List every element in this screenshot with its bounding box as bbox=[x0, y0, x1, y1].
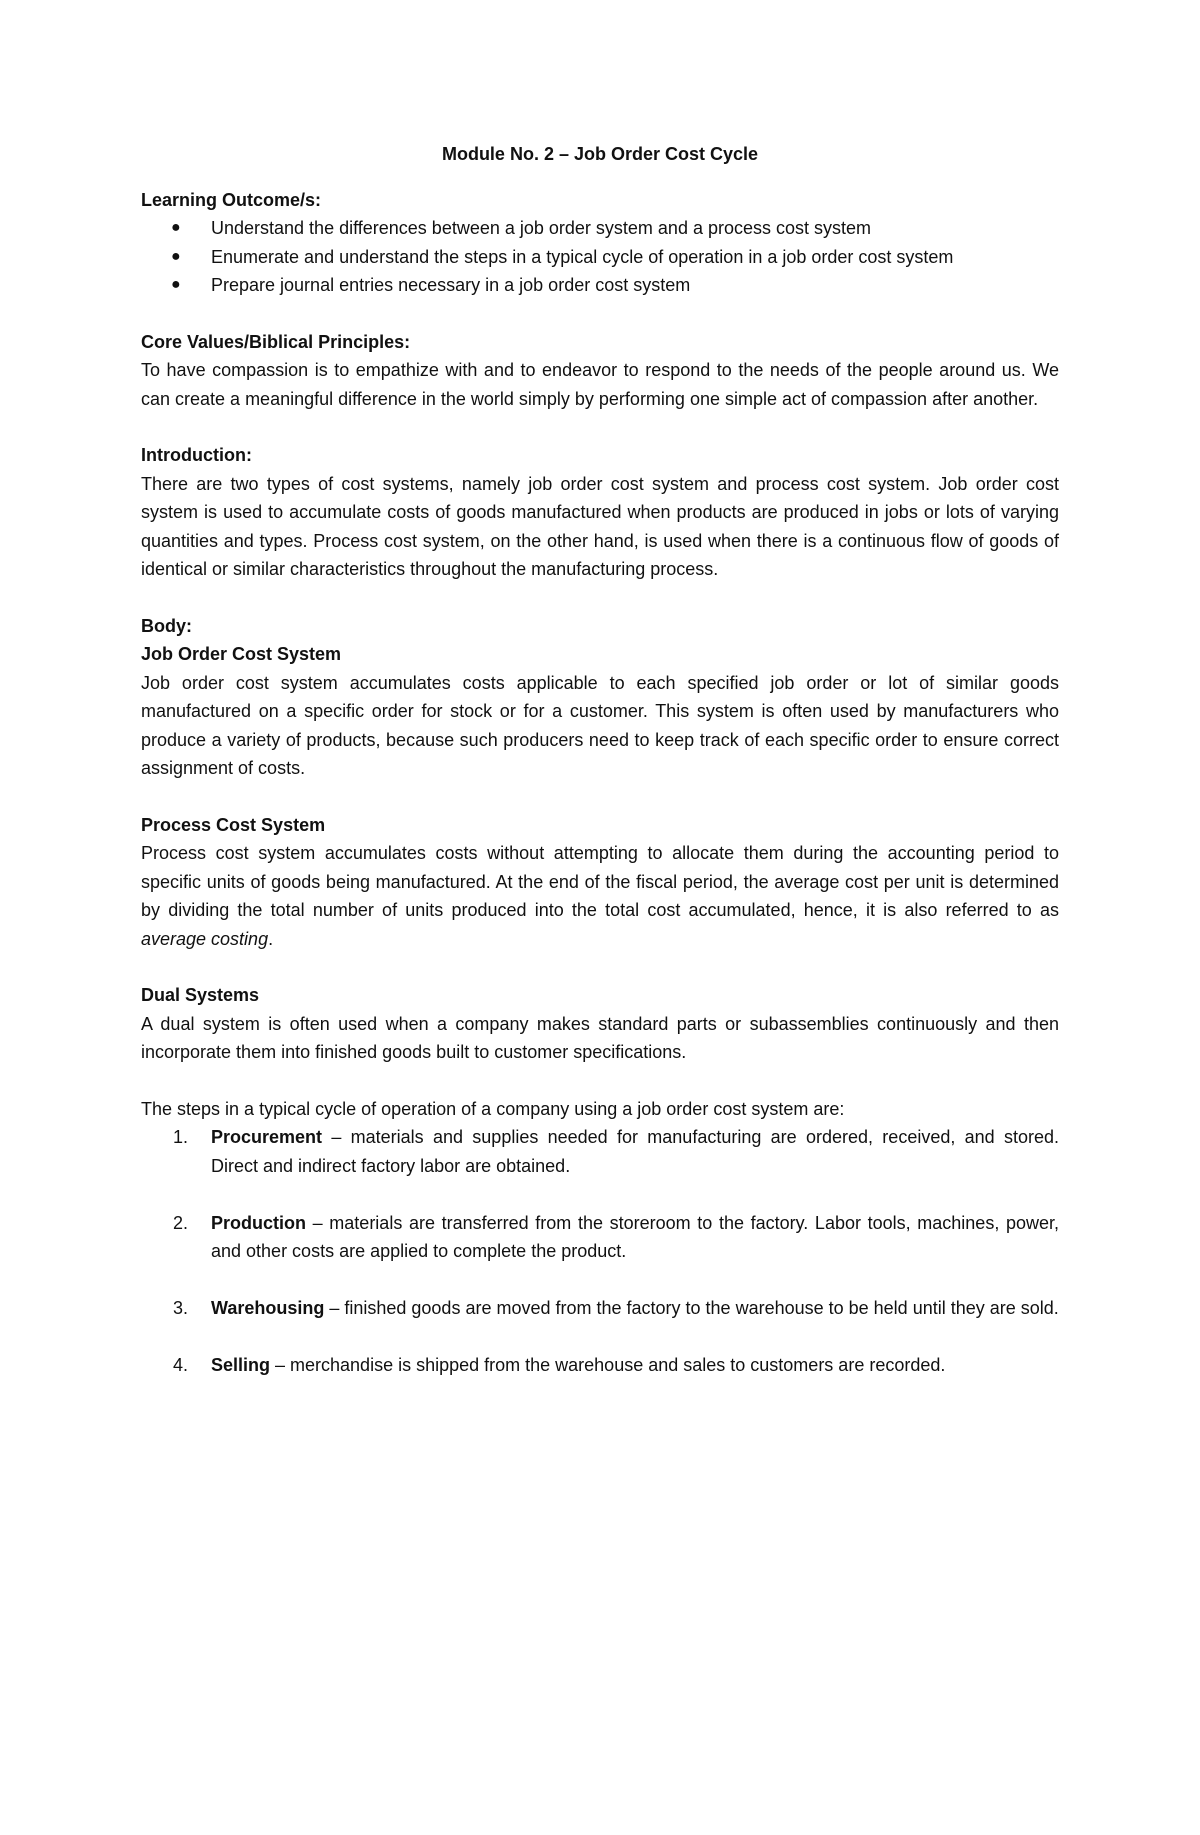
learning-outcomes-section bbox=[141, 186, 1059, 300]
step-term: Selling bbox=[211, 1355, 271, 1375]
bullet-icon: ● bbox=[171, 247, 181, 265]
introduction-heading: Introduction: bbox=[141, 445, 252, 465]
step-term: Production bbox=[211, 1212, 306, 1233]
list-item bbox=[141, 1351, 1059, 1380]
core-values-section bbox=[141, 328, 1059, 414]
step-text: – merchandise is shipped from the warehouse and sales to customers are recorded. bbox=[270, 1355, 946, 1375]
step-number: 4. bbox=[173, 1355, 189, 1375]
list-item bbox=[141, 1209, 1059, 1266]
process-cost-section bbox=[141, 811, 1059, 954]
dual-systems-section bbox=[141, 981, 1059, 1067]
bullet-icon: ● bbox=[171, 276, 181, 293]
job-order-text: Job order cost system accumulates costs applicable to each specified job order or lot of similar goods manufactured on a specific order for stock or for a customer. This system is often used by manufacturers who produce a variety of products, because such producers need to keep track of each specific order to ensure correct assignment of costs. bbox=[141, 672, 1059, 778]
list-item bbox=[141, 1294, 1059, 1323]
process-cost-italic-term: average costing bbox=[141, 928, 269, 949]
process-cost-text bbox=[141, 839, 1059, 953]
process-cost-text-end: . bbox=[268, 928, 274, 949]
job-order-section bbox=[141, 612, 1059, 783]
step-number: 1. bbox=[173, 1127, 189, 1147]
list-item bbox=[141, 214, 1059, 243]
steps-section bbox=[141, 1095, 1059, 1380]
learning-outcomes-heading: Learning Outcome/s: bbox=[141, 189, 322, 210]
dual-systems-heading: Dual Systems bbox=[141, 985, 260, 1005]
steps-intro: The steps in a typical cycle of operation of a company using a job order cost system are: bbox=[141, 1098, 845, 1119]
step-term: Warehousing bbox=[211, 1298, 325, 1318]
introduction-text: There are two types of cost systems, namely job order cost system and process cost system. Job order cost system is used to accumulate costs of goods manufactured when products are produced in jobs or lots of varying quantities and types. Process cost system, on the other hand, is used when there is a continuous flow of goods of identical or similar characteristics throughout the manufacturing process. bbox=[141, 473, 1059, 579]
step-text: – materials are transferred from the storeroom to the factory. Labor tools, machines, power, and other costs are applied to complete the product. bbox=[211, 1212, 1059, 1261]
introduction-section bbox=[141, 441, 1059, 584]
job-order-heading: Job Order Cost System bbox=[141, 644, 342, 664]
bullet-icon: ● bbox=[171, 219, 181, 236]
dual-systems-text: A dual system is often used when a company makes standard parts or subassemblies continuously and then incorporate them into finished goods built to customer specifications. bbox=[141, 1013, 1059, 1062]
list-item-text: Enumerate and understand the steps in a typical cycle of operation in a job order cost system bbox=[211, 246, 954, 267]
document-page bbox=[141, 140, 1059, 1408]
step-number: 3. bbox=[173, 1298, 189, 1318]
learning-outcomes-list bbox=[141, 214, 1059, 300]
list-item bbox=[141, 1123, 1059, 1180]
list-item-text: Understand the differences between a job order system and a process cost system bbox=[211, 218, 872, 238]
step-number: 2. bbox=[173, 1212, 189, 1233]
list-item bbox=[141, 271, 1059, 300]
step-text: – materials and supplies needed for manufacturing are ordered, received, and stored. Direct and indirect factory labor are obtained. bbox=[211, 1127, 1059, 1176]
list-item bbox=[141, 243, 1059, 272]
list-item-text: Prepare journal entries necessary in a job order cost system bbox=[211, 275, 691, 295]
process-cost-text-main: Process cost system accumulates costs without attempting to allocate them during the accounting period to specific units of goods being manufactured. At the end of the fiscal period, the average cost per unit is determined by dividing the total number of units produced into the total cost accumulated, hence, it is also referred to as bbox=[141, 843, 1059, 920]
steps-list bbox=[141, 1123, 1059, 1380]
core-values-text: To have compassion is to empathize with and to endeavor to respond to the needs of the people around us. We can create a meaningful difference in the world simply by performing one simple act of compassion after another. bbox=[141, 360, 1059, 409]
body-heading: Body: bbox=[141, 615, 192, 636]
core-values-heading: Core Values/Biblical Principles: bbox=[141, 331, 411, 352]
step-text: – finished goods are moved from the factory to the warehouse to be held until they are sold. bbox=[324, 1298, 1059, 1318]
step-term: Procurement bbox=[211, 1127, 323, 1147]
process-cost-heading: Process Cost System bbox=[141, 814, 326, 835]
page-title: Module No. 2 – Job Order Cost Cycle bbox=[441, 144, 759, 164]
